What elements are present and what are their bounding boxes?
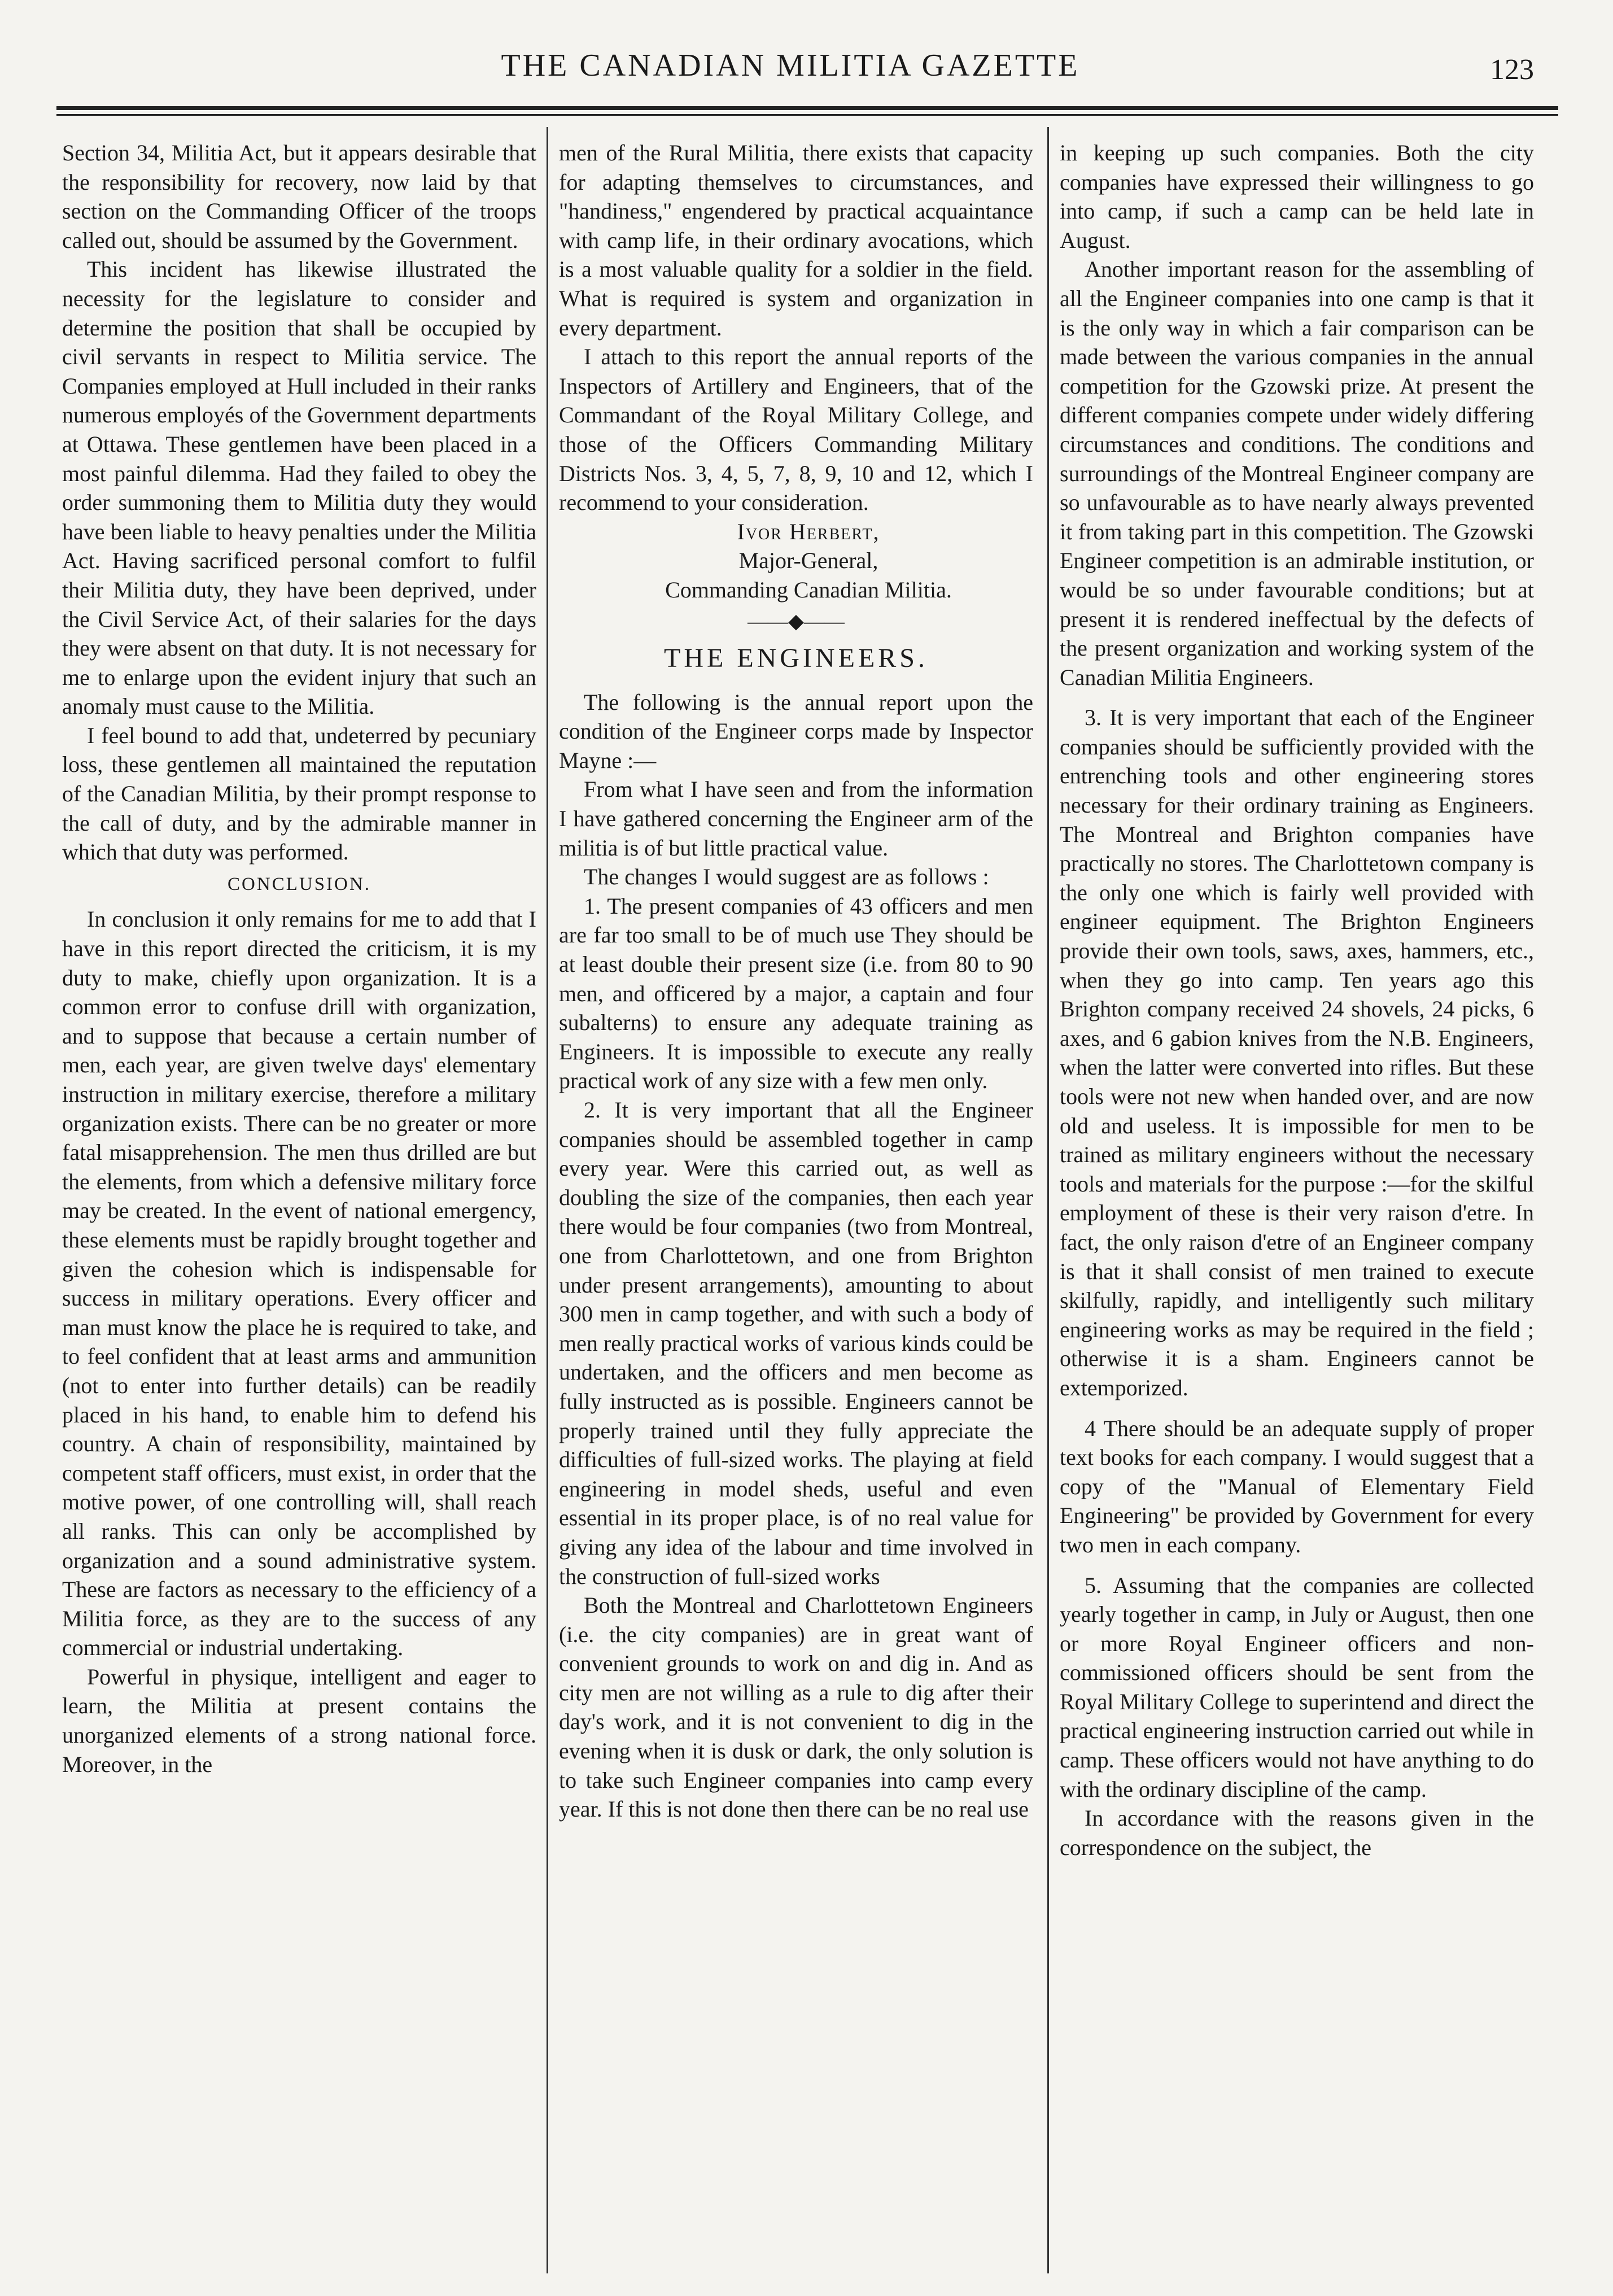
signature-name: Ivor Herbert, — [737, 518, 880, 544]
paragraph: In conclusion it only remains for me to add that I have in this report directed the criticism, it is my duty to make, chiefly upon organization. It is a common error to confuse drill with organization, and to suppose that because a certain number of men, each year, are given twelve days' elementary instruction in military exercise, therefore a military organization exists. There can be no greater or more fatal misapprehension. The men thus drilled are but the elements, from which a defensive military force may be created. In the event of national emergency, these elements must be rapidly brought together and given the cohesion which is indispensable for success in military operations. Every officer and man must know the place he is required to take, and to feel confident that at least arms and ammunition (not to enter into further details) can be readily placed in his hand, to enable him to defend his country. A chain of responsibility, maintained by competent staff officers, must exist, in order that the motive power, of one controlling will, shall reach all ranks. This can only be accomplished by organization and a sound administrative system. These are factors as necessary to the efficiency of a Militia force, as they are to the success of any commercial or industrial undertaking. — [62, 906, 536, 1661]
page-number: 123 — [1490, 54, 1534, 86]
paragraph: I feel bound to add that, undeterred by pecuniary loss, these gentlemen all maintained the reputation of the Canadian Militia, by their prompt response to the call of duty, and by the admirable manner in which that duty was performed. — [62, 722, 536, 865]
section-divider-ornament: ——◆—— — [748, 609, 845, 632]
header-rule-thin — [56, 114, 1558, 116]
column-divider-2 — [1047, 127, 1049, 2273]
section-heading: THE ENGINEERS. — [664, 643, 928, 674]
paragraph: in keeping up such companies. Both the city companies have expressed their willingness to go into camp, if such a camp can be held late in August. — [1060, 140, 1534, 253]
paragraph: 3. It is very important that each of the Engineer companies should be sufficiently provided with the entrenching tools and other engineering stores necessary for their ordinary training as Engineers. The Montreal and Brighton companies have practically no stores. The Charlottetown company is the only one which is fairly well provided with engineer equipment. The Brighton Engineers provide their own tools, saws, axes, hammers, etc., when they go into camp. Ten years ago this Brighton company received 24 shovels, 24 picks, 6 axes, and 6 gabion knives from the N.B. Engineers, when the latter were converted into rifles. But these tools were not new when handed over, and are now old and useless. It is impossible for men to be trained as military engineers without the necessary tools and materials for the purpose :—for the skilful employment of these is their very raison d'etre. In fact, the only raison d'etre of an Engineer company is that it shall consist of men trained to execute skilfully, rapidly, and intelligently such military engineering works as may be required in the field ; otherwise it is a sham. Engineers cannot be extemporized. — [1060, 705, 1534, 1400]
paragraph: Both the Montreal and Charlottetown Engineers (i.e. the city companies) are in great want of convenient grounds to work on and dig in. And as city men are not willing as a rule to dig after their day's work, and it is not convenient to dig in the evening when it is dusk or dark, the only solution is to take such Engineer companies into camp every year. If this is not done then there can be no real use — [559, 1592, 1033, 1822]
paragraph: This incident has likewise illustrated the necessity for the legislature to consider and determine the position that shall be occupied by civil servants in respect to Militia service. The Companies employed at Hull included in their ranks numerous employés of the Government departments at Ottawa. These gentlemen have been placed in a most painful dilemma. Had they failed to obey the order summoning them to Militia duty they would have been liable to heavy penalties under the Militia Act. Having sacrificed personal comfort to fulfil their Militia duty, they have been deprived, under the Civil Service Act, of their salaries for the days they were absent on that duty. It is not necessary for me to enlarge upon the evident injury that such an anomaly must cause to the Militia. — [62, 256, 536, 719]
paragraph: 2. It is very important that all the Engineer companies should be assembled together in camp every year. Were this carried out, as well as doubling the size of the companies, then each year there would be four companies (two from Montreal, one from Charlottetown, and one from Brighton under present arrangements), amounting to about 300 men in camp together, and with such a body of men really practical works of various kinds could be undertaken, and the officers and men become as fully instructed as is possible. Engineers cannot be properly trained until they fully appreciate the difficulties of full-sized works. The playing at field engineering in model sheds, useful and even essential in its proper place, is of no real value for giving any idea of the labour and time involved in the construction of full-sized works — [559, 1097, 1033, 1589]
signature-title: Commanding Canadian Militia. — [665, 577, 952, 603]
paragraph: Powerful in physique, intelligent and eager to learn, the Militia at present contains the unorganized elements of a strong national force. Moreover, in the — [62, 1664, 536, 1777]
paragraph: Another important reason for the assembling of all the Engineer companies into one camp is that it is the only way in which a fair comparison can be made between the various companies in the annual competition for the Gzowski prize. At present the different companies compete under widely differing circumstances and conditions. The conditions and surroundings of the Montreal Engineer company are so unfavourable as to have nearly always prevented it from taking part in this competition. The Gzowski Engineer competition is an admirable institution, or would be so under favourable conditions; but at present it is rendered ineffectual by the defects of the present organization and working system of the Canadian Militia Engineers. — [1060, 256, 1534, 690]
paragraph: The following is the annual report upon the condition of the Engineer corps made by Inspector Mayne :— — [559, 689, 1033, 773]
column-2 — [559, 138, 1033, 2278]
page-header — [0, 0, 1613, 124]
paragraph: men of the Rural Militia, there exists that capacity for adapting themselves to circumstances, and "handiness," engendered by practical acquaintance with camp life, in their ordinary avocations, which is a most valuable quality for a soldier in the field. What is required is system and organization in every department. — [559, 140, 1033, 341]
paragraph: I attach to this report the annual reports of the Inspectors of Artillery and Engineers, that of the Commandant of the Royal Military College, and those of the Officers Commanding Military Districts Nos. 3, 4, 5, 7, 8, 9, 10 and 12, which I recommend to your consideration. — [559, 344, 1033, 516]
publication-title: THE CANADIAN MILITIA GAZETTE — [501, 48, 1080, 83]
header-rule-thick — [56, 106, 1558, 110]
paragraph: From what I have seen and from the information I have gathered concerning the Engineer arm of the militia is of but little practical value. — [559, 776, 1033, 861]
column-3 — [1060, 138, 1534, 2278]
paragraph: The changes I would suggest are as follows : — [584, 864, 989, 890]
paragraph: 5. Assuming that the companies are collected yearly together in camp, in July or August, then one or more Royal Engineer officers and non-commissioned officers should be sent from the Royal Military College to superintend and direct the practical engineering instruction carried out while in camp. These officers would not have anything to do with the ordinary discipline of the camp. — [1060, 1572, 1534, 1802]
section-subheading: CONCLUSION. — [228, 874, 371, 894]
paragraph: 4 There should be an adequate supply of proper text books for each company. I would suggest that a copy of the "Manual of Elementary Field Engineering" be provided by Government for every two men in each company. — [1060, 1415, 1534, 1557]
paragraph: Section 34, Militia Act, but it appears desirable that the responsibility for recovery, now laid by that section on the Commanding Officer of the troops called out, should be assumed by the Government. — [62, 140, 536, 253]
paragraph: 1. The present companies of 43 officers and men are far too small to be of much use They should be at least double their present size (i.e. from 80 to 90 men, and officered by a major, a captain and four subalterns) to ensure any adequate training as Engineers. It is impossible to execute any really practical work of any size with a few men only. — [559, 893, 1033, 1094]
paragraph: In accordance with the reasons given in the correspondence on the subject, the — [1060, 1805, 1534, 1860]
signature-rank: Major-General, — [738, 548, 878, 574]
column-1 — [62, 138, 536, 2278]
column-divider-1 — [547, 127, 548, 2273]
